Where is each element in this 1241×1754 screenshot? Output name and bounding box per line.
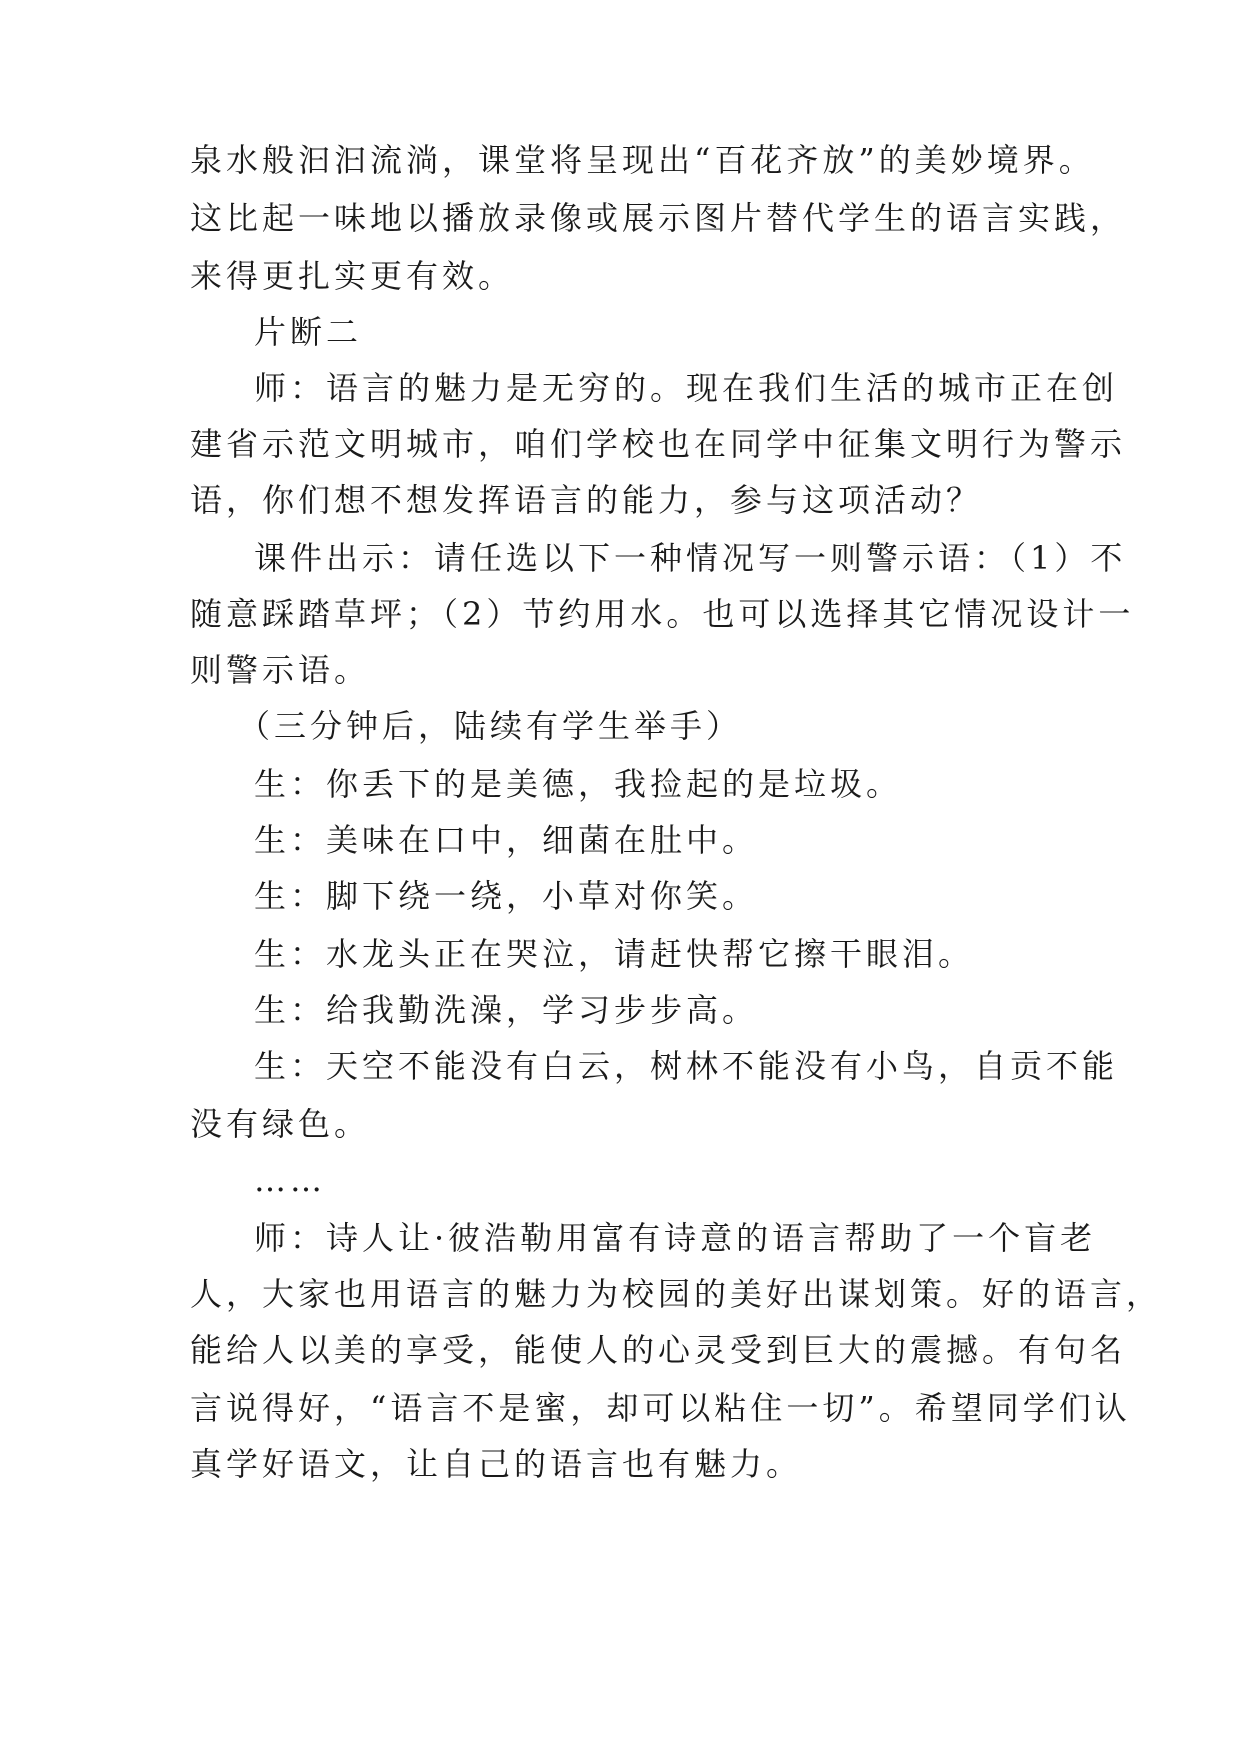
student-line: 生：天空不能没有白云，树林不能没有小鸟，自贡不能 (254, 1047, 1119, 1085)
text-line: 真学好语文，让自己的语言也有魅力。 (190, 1445, 803, 1483)
section-heading: 片断二 (254, 313, 363, 351)
student-line: 生：给我勤洗澡，学习步步高。 (254, 991, 759, 1029)
text-line: 人，大家也用语言的魅力为校园的美好出谋划策。好的语言， (190, 1275, 1163, 1313)
ellipsis: …… (254, 1161, 326, 1199)
text-line: 随意踩踏草坪；（2）节约用水。也可以选择其它情况设计一 (190, 595, 1135, 633)
text-line: 没有绿色。 (190, 1105, 371, 1143)
text-line: 言说得好，“语言不是蜜，却可以粘住一切”。希望同学们认 (190, 1389, 1131, 1427)
text-line: 师：语言的魅力是无穷的。现在我们生活的城市正在创 (254, 369, 1119, 407)
student-line: 生：水龙头正在哭泣，请赶快帮它擦干眼泪。 (254, 935, 975, 973)
stage-direction: （三分钟后，陆续有学生举手） (238, 707, 743, 745)
student-line: 生：你丢下的是美德，我捡起的是垃圾。 (254, 765, 903, 803)
text-line: 建省示范文明城市，咱们学校也在同学中征集文明行为警示 (190, 425, 1127, 463)
student-line: 生：脚下绕一绕，小草对你笑。 (254, 877, 759, 915)
teacher-line: 师：诗人让·彼浩勒用富有诗意的语言帮助了一个盲老 (254, 1219, 1097, 1257)
text-line: 则警示语。 (190, 651, 371, 689)
text-line: 泉水般汩汩流淌，课堂将呈现出“百花齐放”的美妙境界。 (190, 141, 1095, 179)
text-line: 语，你们想不想发挥语言的能力，参与这项活动？ (190, 481, 983, 519)
text-line: 课件出示：请任选以下一种情况写一则警示语：（1）不 (254, 539, 1127, 577)
text-line: 能给人以美的享受，能使人的心灵受到巨大的震撼。有句名 (190, 1331, 1127, 1369)
text-line: 来得更扎实更有效。 (190, 257, 515, 295)
student-line: 生：美味在口中，细菌在肚中。 (254, 821, 759, 859)
text-line: 这比起一味地以播放录像或展示图片替代学生的语言实践， (190, 199, 1127, 237)
